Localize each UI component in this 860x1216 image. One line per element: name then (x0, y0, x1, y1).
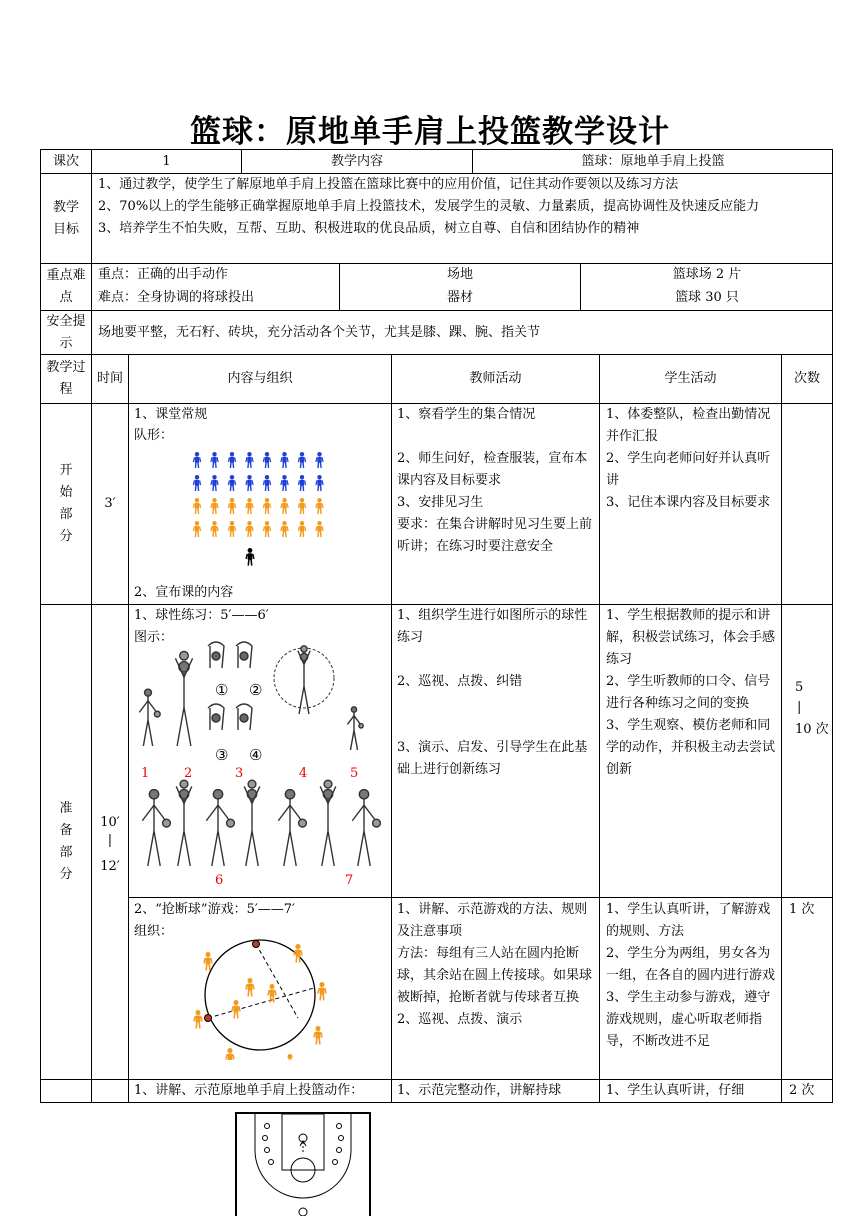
player-sketch (142, 790, 170, 866)
col-process: 教学过程 (46, 360, 86, 397)
student-figure (316, 521, 323, 537)
start-time: 3′ (104, 496, 116, 511)
student-figure (211, 521, 218, 537)
col-student: 学生活动 (664, 371, 717, 386)
player-sketch (175, 651, 192, 746)
student-figure (211, 452, 218, 468)
prep-time-a: 10′ (100, 815, 120, 830)
student-figure (193, 498, 200, 514)
figure-number: 2 (184, 766, 193, 781)
player-sketch (320, 780, 336, 866)
student-figure (281, 452, 288, 468)
player-sketch (208, 704, 224, 730)
player-sketch (298, 646, 310, 714)
prep-row1-teacher: 1、组织学生进行如图所示的球性练习 2、巡视、点拨、纠错 3、演示、启发、引导学生在此基础上进行创新练习 (397, 608, 588, 777)
student-figure (281, 498, 288, 514)
student-figure (193, 452, 200, 468)
start-content-1: 1、课堂常规 (134, 407, 208, 422)
objective-item: 1、通过教学，使学生了解原地单手肩上投篮在篮球比赛中的应用价值，记住其动作要领以及练习方法 (98, 177, 679, 192)
basic-count: 2 次 (789, 1083, 815, 1098)
prep-row2-content-1: 2、“抢断球”游戏：5′——7′ (134, 902, 296, 917)
player-sketch (236, 642, 252, 668)
prep-label: 准备部分 (59, 801, 73, 882)
prep-row1-content-2: 图示： (134, 630, 174, 645)
player-sketch (347, 707, 363, 750)
basic-teacher: 1、示范完整动作，讲解持球 (397, 1083, 562, 1098)
student-figure (281, 475, 288, 491)
student-figure (228, 475, 235, 491)
pass-arrow (208, 988, 314, 1018)
keypoints-label: 重点难点 (46, 268, 86, 305)
col-teacher: 教师活动 (469, 371, 522, 386)
figure-number: 5 (350, 766, 359, 781)
student-figure (211, 498, 218, 514)
player-sketch (278, 790, 306, 866)
circled-number: ① (215, 681, 229, 699)
pass-arrow (256, 944, 298, 1018)
start-content-3: 2、宣布课的内容 (134, 585, 234, 600)
lesson-label: 课次 (52, 153, 79, 169)
student-figure (298, 498, 305, 514)
ball (205, 1015, 212, 1022)
student-figure (246, 475, 253, 491)
objective-item: 3、培养学生不怕失败，互帮、互助、积极进取的优良品质，树立自尊、自信和团结协作的精神 (98, 221, 640, 236)
player-sketch (206, 790, 234, 866)
figure-number: 4 (299, 766, 308, 781)
col-count: 次数 (793, 371, 820, 386)
student-figure (228, 452, 235, 468)
objectives-list (98, 174, 830, 240)
circled-number: ④ (249, 746, 263, 764)
student-figure (263, 521, 270, 537)
difficult-point: 难点：全身协调的将球投出 (98, 290, 255, 305)
circled-number: ③ (215, 746, 229, 764)
col-time: 时间 (97, 371, 124, 386)
formation-diagram (185, 448, 335, 572)
venue-label: 场地 (446, 267, 473, 282)
student-figure (246, 978, 254, 996)
content-value: 篮球：原地单手肩上投篮 (581, 153, 725, 169)
prep-row2-student: 1、学生认真听讲，了解游戏的规则、方法 2、学生分为两组，男女各为一组，在各自的圆内进行游戏 3、学生主动参与游戏，遵守游戏规则，虚心听取老师指导，不断改进不足 (606, 902, 776, 1049)
prep-row2-teacher: 1、讲解、示范游戏的方法、规则及注意事项 方法：每组有三人站在圆内抢断球，其余站在圆上传接球。如果球被断掉，抢断者就与传球者互换 2、巡视、点拨、演示 (397, 902, 593, 1027)
key-point: 重点：正确的出手动作 (98, 267, 229, 282)
figure-number: 6 (215, 873, 224, 888)
student-figure (246, 521, 253, 537)
half-court-diagram (235, 1112, 371, 1216)
student-figure (316, 498, 323, 514)
student-figure (318, 982, 326, 1000)
student-figure (246, 548, 254, 566)
student-figure (228, 521, 235, 537)
player-sketch (176, 780, 192, 866)
student-figure (263, 498, 270, 514)
student-figure (228, 498, 235, 514)
student-figure (211, 475, 218, 491)
prep-row2-content-2: 组织： (134, 924, 174, 939)
player-sketch (208, 642, 224, 668)
ball (253, 941, 260, 948)
prep-row1-count-a: 5 (795, 680, 804, 695)
student-figure (298, 521, 305, 537)
figure-number: 7 (345, 873, 354, 888)
student-figure (204, 952, 212, 970)
basic-content: 1、讲解、示范原地单手肩上投篮动作： (134, 1083, 364, 1098)
objective-item: 2、70%以上的学生能够正确掌握原地单手肩上投篮技术，发展学生的灵敏、力量素质，提高协调性及快速反应能力 (98, 199, 760, 214)
player-sketch (139, 689, 160, 746)
player-sketch (236, 704, 252, 730)
game-circle-diagram (190, 930, 330, 1060)
figure-number: 3 (235, 766, 244, 781)
col-content: 内容与组织 (227, 371, 293, 386)
student-figure (281, 521, 288, 537)
student-figure (316, 475, 323, 491)
student-figure (194, 1010, 202, 1028)
start-label: 开始部分 (59, 463, 73, 544)
student-figure (193, 475, 200, 491)
student-figure (193, 521, 200, 537)
student-figure (263, 475, 270, 491)
student-figure (298, 475, 305, 491)
lesson-value: 1 (162, 153, 171, 169)
student-figure (232, 1000, 240, 1018)
student-figure (314, 1026, 322, 1044)
player-sketch (244, 780, 260, 866)
start-student: 1、体委整队，检查出勤情况并作汇报 2、学生向老师问好并认真听讲 3、记住本课内容及目标要求 (606, 407, 771, 510)
prep-time-b: 12′ (100, 859, 120, 874)
equipment-value: 篮球 30 只 (675, 290, 739, 305)
objectives-label: 教学目标 (52, 199, 79, 237)
safety-label: 安全提示 (46, 313, 86, 351)
safety-text: 场地要平整，无石籽、砖块，充分活动各个关节，尤其是膝、踝、腕、指关节 (98, 325, 541, 340)
venue-value: 篮球场 2 片 (672, 267, 742, 282)
student-figure (286, 1054, 294, 1060)
prep-row1-content-1: 1、球性练习：5′——6′ (134, 608, 269, 623)
document-title: 篮球：原地单手肩上投篮教学设计 (190, 114, 670, 150)
circled-number: ② (249, 681, 263, 699)
student-figure (246, 498, 253, 514)
figure-number: 1 (141, 766, 150, 781)
equipment-label: 器材 (446, 290, 473, 305)
student-figure (316, 452, 323, 468)
student-figure (263, 452, 270, 468)
student-figure (298, 452, 305, 468)
start-content-2: 队形： (134, 428, 174, 443)
content-label: 教学内容 (330, 153, 383, 169)
prep-row2-count: 1 次 (789, 902, 815, 917)
student-figure (246, 452, 253, 468)
prep-row1-count-b: 10 次 (795, 722, 829, 737)
prep-row1-student: 1、学生根据教师的提示和讲解，积极尝试练习，体会手感练习 2、学生听教师的口令、信号进行各种练习之间的变换 3、学生观察、模仿老师和同学的动作，并积极主动去尝试创新 (606, 608, 776, 777)
player-sketch (352, 790, 380, 866)
student-figure (226, 1048, 234, 1060)
basic-student: 1、学生认真听讲，仔细 (606, 1083, 745, 1098)
start-teacher: 1、察看学生的集合情况 2、师生问好，检查服装，宣布本课内容及目标要求 3、安排见习生 要求：在集合讲解时见习生要上前听讲；在练习时要注意安全 (397, 407, 593, 554)
